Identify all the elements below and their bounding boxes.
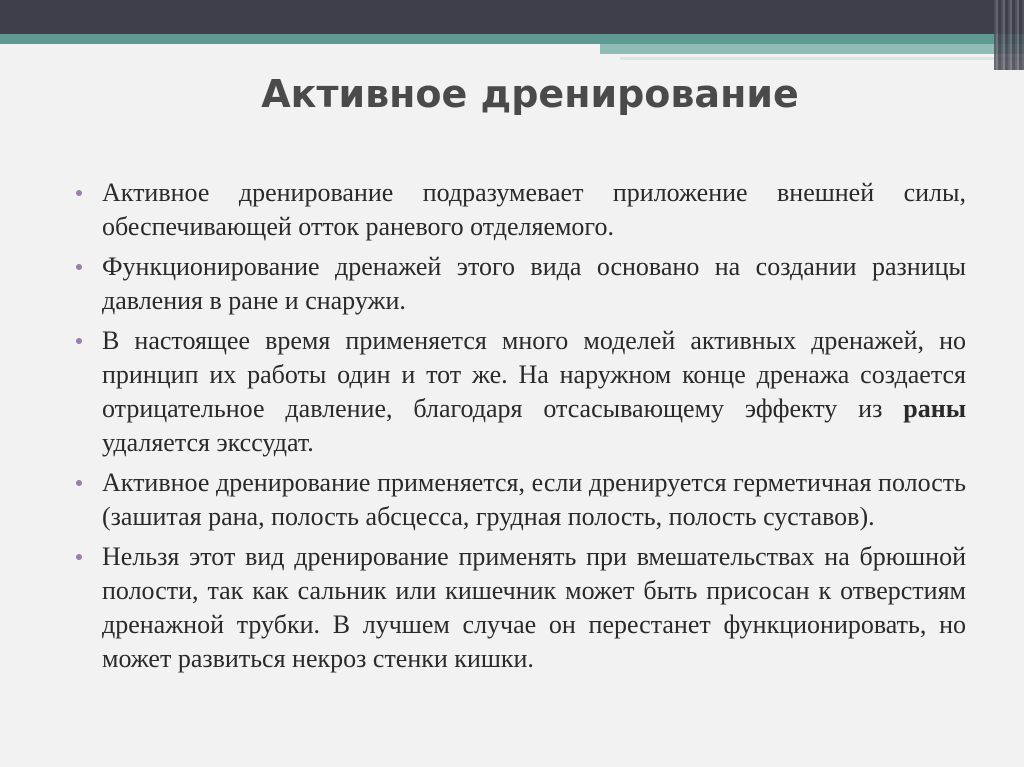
header-accent-band	[0, 34, 1024, 44]
bullet-item	[76, 540, 966, 676]
bullet-item	[76, 466, 966, 534]
slide-title: Активное дренирование	[261, 72, 799, 116]
bullet-text-part: В настоящее время применяется много моделей активных дренажей, но принцип их работы один и тот же. На наружном конце дренажа создается отрицательное давление, благодаря отсасывающему эффекту из	[102, 326, 966, 423]
header-edge-decoration	[994, 0, 1024, 70]
bullet-dot-icon	[76, 338, 82, 344]
bullet-item	[76, 250, 966, 318]
bullet-text-part: удаляется экссудат.	[102, 428, 314, 457]
bullet-text: Нельзя этот вид дренирование применять при вмешательствах на брюшной полости, так как сальник или кишечник может быть присосан к отверстиям дренажной трубки. В лучшем случае он перестанет функционировать, но может развиться некроз стенки кишки.	[102, 542, 966, 673]
header-accent-line	[620, 57, 1024, 60]
header-band	[0, 0, 1024, 34]
bullet-dot-icon	[76, 190, 82, 196]
bullet-text: Активное дренирование применяется, если дренируется герметичная полость (зашитая рана, полость абсцесса, грудная полость, полость суставов).	[102, 468, 966, 531]
bullet-dot-icon	[76, 480, 82, 486]
bullet-dot-icon	[76, 554, 82, 560]
header-accent-step	[600, 44, 1024, 54]
bullet-bold-word: раны	[903, 394, 966, 423]
bullet-dot-icon	[76, 264, 82, 270]
bullet-text: Активное дренирование подразумевает приложение внешней силы, обеспечивающей отток раневого отделяемого.	[102, 178, 966, 241]
bullet-list	[76, 176, 966, 682]
bullet-text	[102, 326, 966, 457]
bullet-item	[76, 176, 966, 244]
bullet-text: Функционирование дренажей этого вида основано на создании разницы давления в ране и снаружи.	[102, 252, 966, 315]
bullet-item	[76, 324, 966, 460]
